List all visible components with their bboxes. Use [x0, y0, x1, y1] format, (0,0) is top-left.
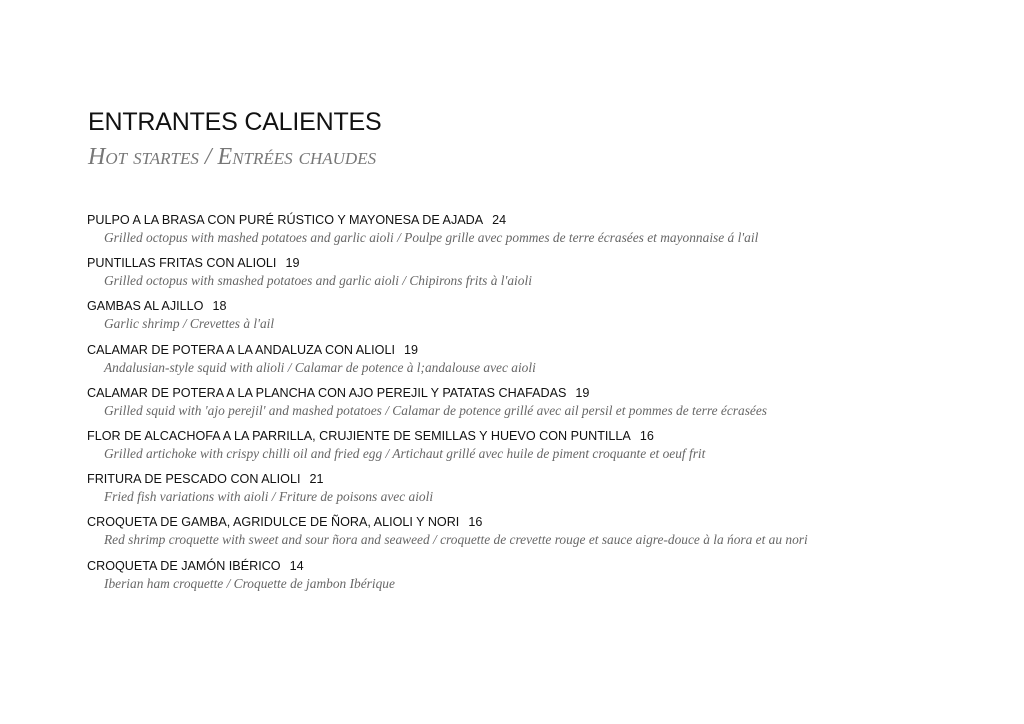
menu-item-list — [87, 211, 987, 600]
menu-item-header — [87, 557, 987, 575]
menu-item-price: 18 — [212, 299, 227, 314]
section-subtitle: Hot startes / Entrées chaudes — [88, 144, 377, 170]
menu-item-header — [87, 513, 987, 531]
menu-item-price: 24 — [492, 213, 507, 227]
menu-item — [87, 211, 987, 254]
menu-item-description: Grilled octopus with smashed potatoes and garlic aioli / Chipirons frits à l'aioli — [104, 273, 532, 289]
menu-item-header — [87, 384, 987, 402]
menu-item — [87, 557, 987, 600]
menu-item-price: 19 — [403, 342, 418, 357]
menu-item-description: Grilled artichoke with crispy chilli oil and fried egg / Artichaut grillé avec huile de piment croquante et oeuf frit — [104, 445, 706, 461]
menu-item — [87, 427, 987, 470]
menu-item-name: PULPO A LA BRASA CON PURÉ RÚSTICO Y MAYONESA DE AJADA — [87, 213, 484, 227]
menu-item-description: Red shrimp croquette with sweet and sour ñora and seaweed / croquette de crevette rouge et sauce aigre-douce à la ńora et au nori — [104, 532, 808, 548]
menu-item-price: 14 — [289, 558, 304, 573]
menu-item-name: PUNTILLAS FRITAS CON ALIOLI — [87, 256, 277, 271]
menu-item-name: GAMBAS AL AJILLO — [87, 299, 204, 314]
menu-item-name: FRITURA DE PESCADO CON ALIOLI — [87, 472, 301, 487]
menu-item-description: Grilled squid with 'ajo perejil' and mashed potatoes / Calamar de potence grillé avec ail persil et pommes de terre écrasées — [104, 402, 767, 418]
menu-item-header — [87, 427, 987, 445]
menu-item-name: CALAMAR DE POTERA A LA ANDALUZA CON ALIOLI — [87, 342, 395, 357]
menu-item-description: Iberian ham croquette / Croquette de jambon Ibérique — [104, 575, 395, 591]
menu-item — [87, 470, 987, 513]
menu-item — [87, 297, 987, 340]
menu-item — [87, 254, 987, 297]
menu-item — [87, 513, 987, 556]
menu-item-header — [87, 297, 987, 315]
menu-item-header — [87, 254, 987, 272]
menu-item-price: 16 — [468, 515, 483, 530]
menu-item-name: FLOR DE ALCACHOFA A LA PARRILLA, CRUJIENTE DE SEMILLAS Y HUEVO CON PUNTILLA — [87, 428, 631, 443]
menu-item — [87, 384, 987, 427]
menu-item-price: 16 — [639, 428, 654, 443]
menu-item-price: 21 — [309, 472, 324, 487]
menu-item-description: Fried fish variations with aioli / Friture de poisons avec aioli — [104, 489, 434, 505]
section-title: ENTRANTES CALIENTES — [88, 108, 382, 136]
menu-item — [87, 341, 987, 384]
menu-item-name: CROQUETA DE JAMÓN IBÉRICO — [87, 558, 281, 573]
menu-item-name: CALAMAR DE POTERA A LA PLANCHA CON AJO PEREJIL Y PATATAS CHAFADAS — [87, 385, 567, 400]
menu-item-price: 19 — [575, 385, 590, 400]
menu-item-description: Andalusian-style squid with alioli / Calamar de potence à l;andalouse avec aioli — [104, 359, 536, 375]
menu-item-price: 19 — [285, 256, 300, 271]
menu-item-header — [87, 211, 987, 229]
menu-item-header — [87, 470, 987, 488]
menu-item-description: Garlic shrimp / Crevettes à l'ail — [104, 316, 275, 332]
menu-item-description: Grilled octopus with mashed potatoes and garlic aioli / Poulpe grille avec pommes de terre écrasées et mayonnaise á l'ail — [104, 230, 759, 245]
menu-item-header — [87, 341, 987, 359]
menu-item-name: CROQUETA DE GAMBA, AGRIDULCE DE ÑORA, ALIOLI Y NORI — [87, 515, 460, 530]
